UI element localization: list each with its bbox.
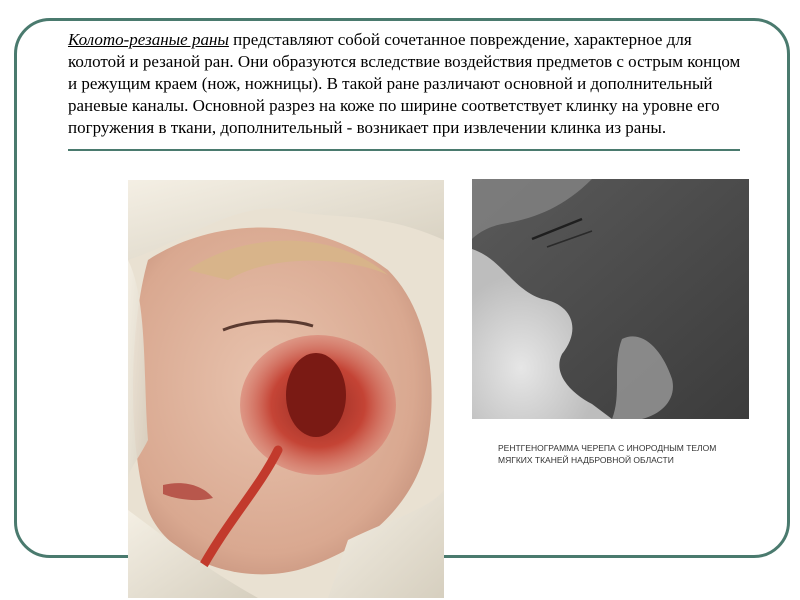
underline-rule xyxy=(68,149,740,151)
slide-paragraph xyxy=(68,29,748,139)
paragraph-body: представляют собой сочетанное повреждение, характерное для колотой и резаной ран. Они образуются вследствие воздействия предметов с острым концом и режущим краем (нож, ножницы). В такой ране различают основной и дополнительный раневые каналы. Основной разрез на коже по ширине соответствует клинку на уровне его погружения в ткани, дополнительный - возникает при извлечении клинка из раны. xyxy=(68,30,741,137)
wound-photo xyxy=(128,180,444,598)
skull-xray-image xyxy=(472,179,749,419)
term-stab-cut-wounds: Колото-резаные раны xyxy=(68,30,229,49)
xray-caption: РЕНТГЕНОГРАММА ЧЕРЕПА С ИНОРОДНЫМ ТЕЛОМ МЯГКИХ ТКАНЕЙ НАДБРОВНОЙ ОБЛАСТИ xyxy=(498,443,717,465)
